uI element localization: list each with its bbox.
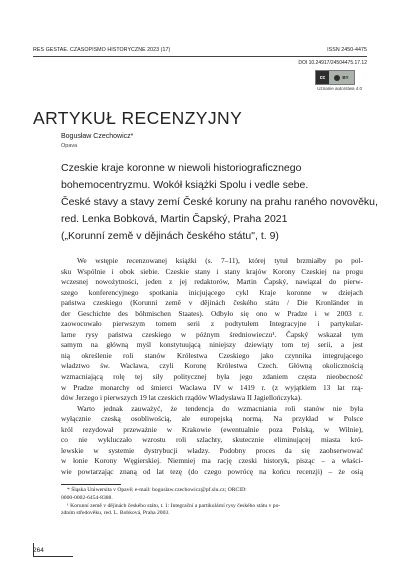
body-line: Warto jednak zauważyć, że tendencja do wzmacniania roli stanów nie była	[77, 403, 363, 413]
body-line: wzmacniającą rolę tej siły politycznej była jego zdaniem częsta nieobecność	[61, 372, 363, 382]
title-line: Czeskie kraje koronne w niewoli historiograficznego	[61, 162, 302, 174]
body-line: co nie wykluczało wzrostu roli szlachty, skutecznie eliminującej miasta kró-	[61, 435, 363, 445]
body-line: dów Jerzego i pierwszych 19 lat czeskich rządów Władysława II Jagiellończyka).	[61, 393, 302, 403]
footnote-line: ¹ Korunní země v dějinách českého státu, t. 1: Integrační a partikulární rysy českého státu v po-	[67, 502, 281, 509]
title-line: red. Lenka Bobková, Martin Čapský, Praha 2021	[61, 213, 288, 225]
footnote-line: 0000-0002-6454-8388.	[61, 494, 113, 501]
body-line: samym na główną myśl konstytuującą niniejszy dziewiąty tom tej serii, a jest	[61, 340, 363, 350]
journal-header: RES GESTAE. CZASOPISMO HISTORYCZNE 2023 (17)	[33, 47, 171, 53]
page-number-rule	[33, 556, 73, 557]
title-line: bohemocentryzmu. Wokół książki Spolu i vedle sebe.	[61, 179, 309, 191]
body-line: wczesnej nowożytności, jeden z jej redaktorów, Martin Čapský, nawiązał do pierw-	[61, 277, 363, 287]
body-text	[61, 256, 363, 477]
doi-label: DOI 10.24917/24504475.17.12	[298, 60, 367, 66]
article-title	[61, 160, 378, 245]
header-rule	[33, 56, 367, 57]
body-line: w łonie Korony Węgierskiej. Niemniej ma rację czeski historyk, pisząc – a właści-	[61, 456, 363, 466]
body-line: sku Wspólnie i obok siebie. Czeskie stany i stany krajów Korony Czeskiej na progu	[61, 266, 363, 276]
body-line: zaowocowało pierwszym tomem serii z podtytułem Integracyjne i partykular-	[61, 319, 363, 329]
issn-label: ISSN 2450-4475	[327, 47, 367, 53]
footnote-line: zdním středověku, red. L. Bobková, Praha 2003.	[61, 510, 170, 517]
attribution-person-icon	[334, 75, 340, 81]
title-line: („Korunní země v dějinách českého státu", t. 9)	[61, 230, 279, 242]
body-line: larne rysy państwa czeskiego w późnym średniowieczu¹. Čapský wskazał tym	[61, 329, 363, 339]
footnote-line: * Śląska Uniwersita v Opavě; e-mail: boguslaw.czechowicz@pf.slu.cz; ORCID:	[67, 487, 247, 493]
body-line: król rezydował przeważnie w Krakowie (ewentualnie poza Polską, w Wilnie),	[61, 424, 363, 434]
section-title: ARTYKUŁ RECENZYJNY	[33, 108, 243, 128]
body-line: w Pradze monarchy od śmierci Wacława IV w 1419 r. (z wyjątkiem 13 lat rzą-	[61, 382, 363, 392]
cc-logo-icon: cc	[316, 71, 329, 84]
body-line: wyłącznie czeską osobliwością, ale europejską normą. Na przykład w Polsce	[61, 414, 363, 424]
footnotes	[61, 487, 363, 518]
footnote-rule	[61, 484, 121, 485]
license-text: Uznanie autorstwa 4.0	[317, 86, 362, 91]
author-affiliation: Opava	[61, 143, 78, 149]
body-line: lewskie w systemie dystrybucji władzy. Podobny proces da się zaobserwować	[61, 445, 363, 455]
cc-by-license-icon	[315, 70, 355, 85]
title-line: České stavy a stavy zemí České koruny na prahu raného novověku,	[61, 196, 378, 208]
page-number: 264	[33, 547, 44, 554]
author-name: Bogusław Czechowicz*	[61, 133, 134, 140]
body-line: We wstępie recenzowanej książki (s. 7–11), której tytuł brzmiałby po pol-	[77, 256, 363, 265]
body-line: państwa czeskiego (Korunní země v dějinách českého státu / Die Kronländer in	[61, 298, 363, 308]
body-line: nią określenie roli stanów Królestwa Czeskiego jako czynnika integrującego	[61, 350, 363, 360]
body-line: władztwo św. Wacława, czyli Koronę Królestwa Czech. Główną okolicznością	[61, 361, 363, 371]
body-line: szego konferencyjnego spotkania inicjującego cykl Kraje koronne w dziejach	[61, 287, 363, 297]
body-line: der Geschichte des böhmischen Staates). Odbyło się ono w Pradze i w 2003 r.	[61, 308, 363, 318]
by-label: BY	[342, 75, 349, 80]
body-line: wie powtarzając znaną od lat tezę (do czego powrócę na końcu recenzji) – że osią	[61, 466, 363, 476]
